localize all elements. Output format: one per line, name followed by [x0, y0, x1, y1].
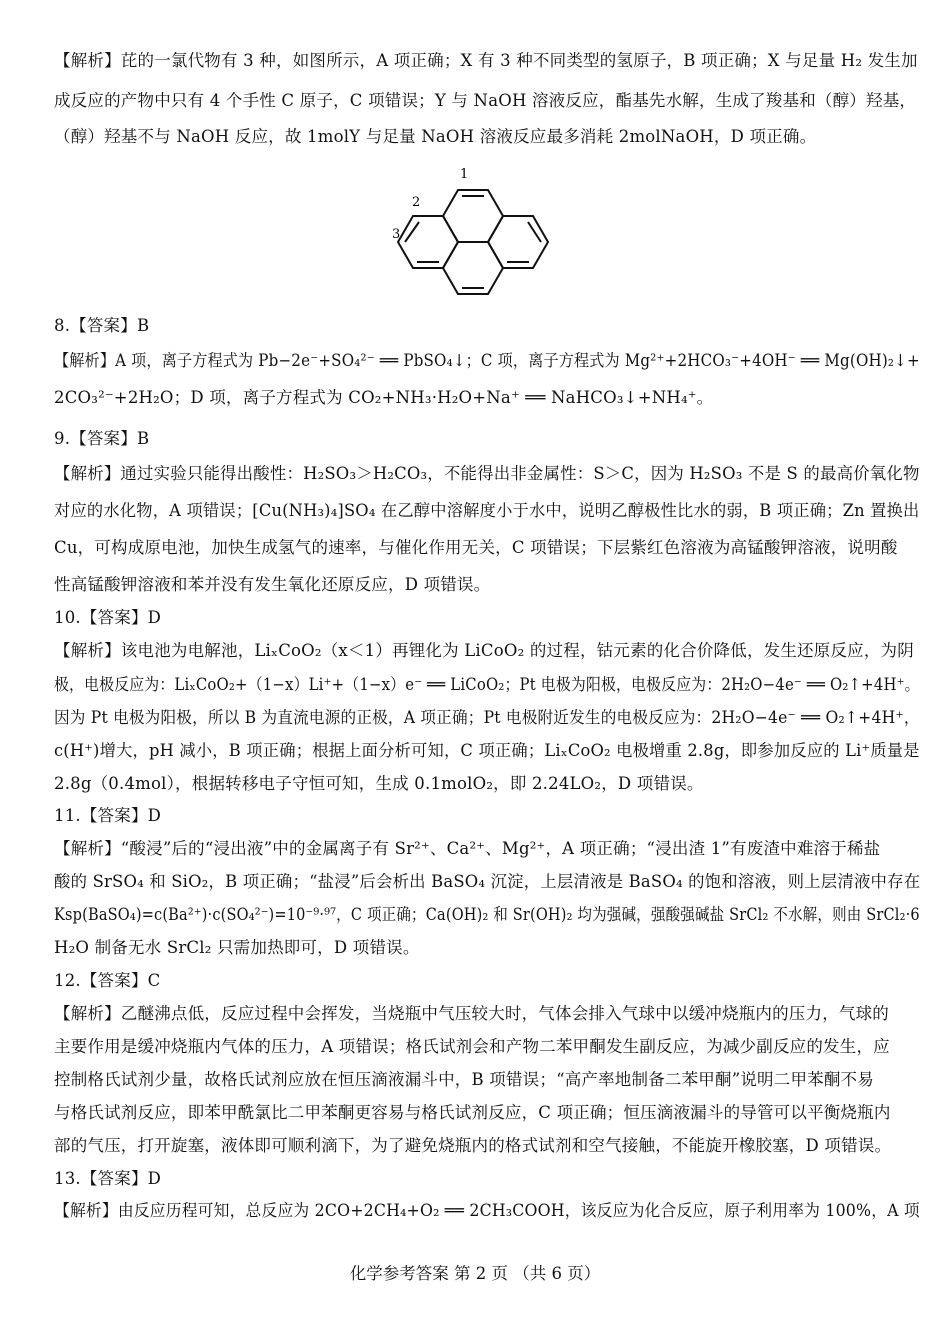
- q13-answer: 13.【答案】D: [54, 1169, 162, 1188]
- q8-explanation-line: 【解析】A 项，离子方程式为 Pb−2e⁻+SO₄²⁻ ══ PbSO₄↓；C 项，离子方程式为 Mg²⁺+2HCO₃⁻+4OH⁻ ══ Mg(OH)₂↓+: [54, 351, 920, 370]
- page-footer: 化学参考答案 第 2 页 （共 6 页）: [349, 1264, 601, 1283]
- q12-explanation-line: 与格氏试剂反应，即苯甲酰氯比二甲苯酮更容易与格氏试剂反应，C 项正确；恒压滴液漏斗的导管可以平衡烧瓶内: [54, 1103, 891, 1122]
- q9-explanation-line: 对应的水化物，A 项错误；[Cu(NH₃)₄]SO₄ 在乙醇中溶解度小于水中，说明乙醇极性比水的弱，B 项正确；Zn 置换出: [54, 501, 920, 520]
- q9-answer: 9.【答案】B: [54, 429, 150, 448]
- q7-explanation-line: 【解析】芘的一氯代物有 3 种，如图所示，A 项正确；X 有 3 种不同类型的氢原子，B 项正确；X 与足量 H₂ 发生加: [54, 51, 918, 70]
- q12-explanation-line: 主要作用是缓冲烧瓶内气体的压力，A 项错误；格氏试剂会和产物二苯甲酮发生副反应，为减少副反应的发生，应: [54, 1037, 890, 1056]
- q11-answer: 11.【答案】D: [54, 806, 162, 825]
- q9-explanation-line: Cu，可构成原电池，加快生成氢气的速率，与催化作用无关，C 项错误；下层紫红色溶液为高锰酸钾溶液，说明酸: [54, 538, 898, 557]
- q8-answer: 8.【答案】B: [54, 316, 150, 335]
- q11-explanation-line: 【解析】“酸浸”后的“浸出液”中的金属离子有 Sr²⁺、Ca²⁺、Mg²⁺，A 项正确；“浸出渣 1”有废渣中难溶于稀盐: [54, 839, 881, 858]
- q9-explanation-line: 性高锰酸钾溶液和苯并没有发生氧化还原反应，D 项错误。: [54, 575, 491, 594]
- q7-explanation-line: （醇）羟基不与 NaOH 反应，故 1molY 与足量 NaOH 溶液反应最多消耗 2molNaOH，D 项正确。: [54, 127, 817, 146]
- q10-explanation-line: c(H⁺)增大，pH 减小，B 项正确；根据上面分析可知，C 项正确；LiₓCoO₂ 电极增重 2.8g，即参加反应的 Li⁺质量是: [54, 741, 920, 760]
- q11-explanation-line: Ksp(BaSO₄)=c(Ba²⁺)·c(SO₄²⁻)=10⁻⁹·⁹⁷，C 项正确；Ca(OH)₂ 和 Sr(OH)₂ 均为强碱，强酸强碱盐 SrCl₂ 不水解，则由 SrCl₂·6: [54, 905, 920, 924]
- q7-explanation-line: 成反应的产物中只有 4 个手性 C 原子，C 项错误；Y 与 NaOH 溶液反应，酯基先水解，生成了羧基和（醇）羟基，: [54, 91, 917, 110]
- q10-answer: 10.【答案】D: [54, 608, 162, 627]
- diagram-label-3: 3: [392, 227, 401, 242]
- q10-explanation-line: 【解析】该电池为电解池，LiₓCoO₂（x＜1）再锂化为 LiCoO₂ 的过程，钴元素的化合价降低，发生还原反应，为阴: [54, 641, 914, 660]
- q13-explanation-line: 【解析】由反应历程可知，总反应为 2CO+2CH₄+O₂ ══ 2CH₃COOH，该反应为化合反应，原子利用率为 100%，A 项: [54, 1201, 920, 1220]
- q9-explanation-line: 【解析】通过实验只能得出酸性：H₂SO₃＞H₂CO₃，不能得出非金属性：S＞C，因为 H₂SO₃ 不是 S 的最高价氧化物: [54, 464, 920, 483]
- q12-explanation-line: 部的气压，打开旋塞，液体即可顺利滴下，为了避免烧瓶内的格式试剂和空气接触，不能旋开橡胶塞，D 项错误。: [54, 1136, 892, 1155]
- q12-explanation-line: 【解析】乙醚沸点低，反应过程中会挥发，当烧瓶中气压较大时，气体会排入气球中以缓冲烧瓶内的压力，气球的: [54, 1004, 889, 1023]
- q12-answer: 12.【答案】C: [54, 971, 161, 990]
- q10-explanation-line: 2.8g（0.4mol），根据转移电子守恒可知，生成 0.1molO₂，即 2.24LO₂，D 项错误。: [54, 774, 704, 793]
- diagram-label-1: 1: [460, 167, 469, 182]
- q11-explanation-line: 酸的 SrSO₄ 和 SiO₂，B 项正确；“盐浸”后会析出 BaSO₄ 沉淀，上层清液是 BaSO₄ 的饱和溶液，则上层清液中存在: [54, 872, 921, 891]
- pyrene-structure-diagram: [388, 160, 568, 300]
- diagram-label-2: 2: [412, 195, 421, 210]
- q10-explanation-line: 极，电极反应为：LiₓCoO₂+（1−x）Li⁺+（1−x）e⁻ ══ LiCoO₂；Pt 电极为阳极，电极反应为：2H₂O−4e⁻ ══ O₂↑+4H⁺。: [54, 675, 920, 694]
- q12-explanation-line: 控制格氏试剂少量，故格氏试剂应放在恒压滴液漏斗中，B 项错误；“高产率地制备二苯甲酮”说明二甲苯酮不易: [54, 1070, 874, 1089]
- q8-explanation-line: 2CO₃²⁻+2H₂O；D 项，离子方程式为 CO₂+NH₃·H₂O+Na⁺ ══ NaHCO₃↓+NH₄⁺。: [54, 388, 714, 407]
- q10-explanation-line: 因为 Pt 电极为阳极，所以 B 为直流电源的正极，A 项正确；Pt 电极附近发生的电极反应为：2H₂O−4e⁻ ══ O₂↑+4H⁺，: [54, 708, 920, 727]
- q11-explanation-line: H₂O 制备无水 SrCl₂ 只需加热即可，D 项错误。: [54, 938, 420, 957]
